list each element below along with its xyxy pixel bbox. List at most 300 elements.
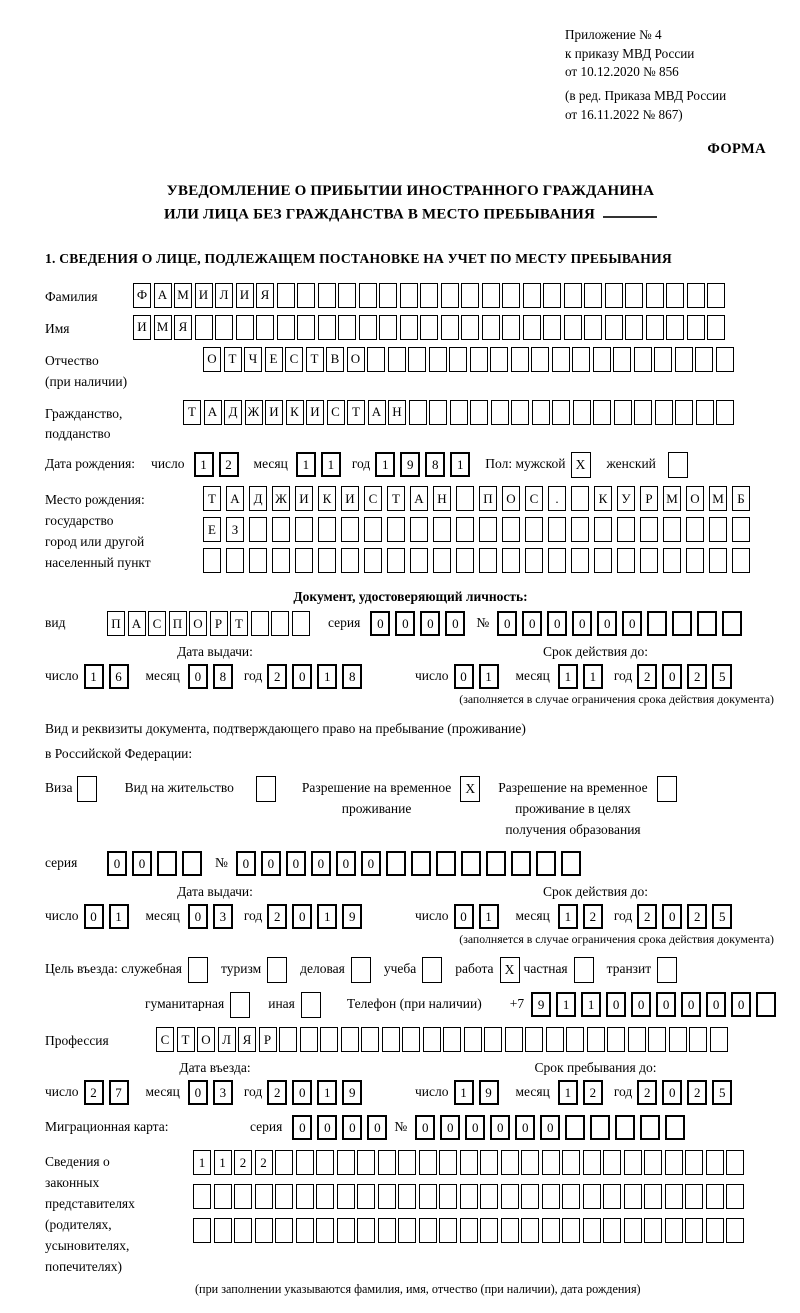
char-cell[interactable] bbox=[525, 517, 543, 542]
char-cell[interactable] bbox=[706, 1184, 724, 1209]
char-cell[interactable]: И bbox=[195, 283, 213, 308]
char-cell[interactable] bbox=[502, 517, 520, 542]
char-cell[interactable] bbox=[562, 1218, 580, 1243]
char-cell[interactable] bbox=[316, 1184, 334, 1209]
char-cell[interactable] bbox=[655, 400, 673, 425]
char-cell[interactable]: 0 bbox=[515, 1115, 535, 1140]
char-cell[interactable] bbox=[710, 1027, 728, 1052]
char-cell[interactable]: 0 bbox=[662, 664, 682, 689]
char-cell[interactable]: 2 bbox=[267, 1080, 287, 1105]
char-cell[interactable]: 0 bbox=[236, 851, 256, 876]
char-cell[interactable]: Я bbox=[174, 315, 192, 340]
char-cell[interactable]: К bbox=[594, 486, 612, 511]
char-cell[interactable]: 0 bbox=[107, 851, 127, 876]
char-cell[interactable]: П bbox=[107, 611, 125, 636]
char-cell[interactable]: 8 bbox=[425, 452, 445, 477]
char-cell[interactable]: Л bbox=[215, 283, 233, 308]
char-cell[interactable]: 0 bbox=[606, 992, 626, 1017]
char-cell[interactable] bbox=[571, 486, 589, 511]
char-cell[interactable]: С bbox=[364, 486, 382, 511]
char-cell[interactable]: 2 bbox=[637, 664, 657, 689]
char-cell[interactable] bbox=[470, 400, 488, 425]
char-cell[interactable] bbox=[532, 400, 550, 425]
char-cell[interactable]: 0 bbox=[188, 904, 208, 929]
char-cell[interactable]: 2 bbox=[583, 904, 603, 929]
char-cell[interactable]: Д bbox=[249, 486, 267, 511]
private-checkbox[interactable] bbox=[574, 957, 594, 983]
char-cell[interactable]: 1 bbox=[581, 992, 601, 1017]
char-cell[interactable]: 2 bbox=[84, 1080, 104, 1105]
char-cell[interactable] bbox=[646, 283, 664, 308]
char-cell[interactable]: 1 bbox=[375, 452, 395, 477]
char-cell[interactable] bbox=[562, 1184, 580, 1209]
char-cell[interactable]: 0 bbox=[547, 611, 567, 636]
char-cell[interactable] bbox=[707, 283, 725, 308]
char-cell[interactable]: 1 bbox=[558, 664, 578, 689]
char-cell[interactable] bbox=[511, 347, 529, 372]
char-cell[interactable] bbox=[275, 1218, 293, 1243]
char-cell[interactable] bbox=[480, 1218, 498, 1243]
char-cell[interactable]: 3 bbox=[213, 1080, 233, 1105]
char-cell[interactable] bbox=[521, 1218, 539, 1243]
char-cell[interactable] bbox=[523, 315, 541, 340]
char-cell[interactable] bbox=[341, 1027, 359, 1052]
char-cell[interactable] bbox=[665, 1218, 683, 1243]
char-cell[interactable] bbox=[593, 347, 611, 372]
char-cell[interactable] bbox=[572, 347, 590, 372]
char-cell[interactable] bbox=[634, 347, 652, 372]
char-cell[interactable] bbox=[571, 517, 589, 542]
char-cell[interactable] bbox=[193, 1218, 211, 1243]
char-cell[interactable] bbox=[379, 283, 397, 308]
char-cell[interactable]: Р bbox=[210, 611, 228, 636]
char-cell[interactable] bbox=[624, 1184, 642, 1209]
char-cell[interactable] bbox=[552, 347, 570, 372]
char-cell[interactable] bbox=[429, 400, 447, 425]
char-cell[interactable]: 1 bbox=[558, 904, 578, 929]
char-cell[interactable]: 0 bbox=[336, 851, 356, 876]
business-checkbox[interactable] bbox=[351, 957, 371, 983]
char-cell[interactable]: 5 bbox=[712, 664, 732, 689]
char-cell[interactable] bbox=[357, 1184, 375, 1209]
char-cell[interactable] bbox=[275, 1184, 293, 1209]
char-cell[interactable]: О bbox=[686, 486, 704, 511]
char-cell[interactable] bbox=[359, 283, 377, 308]
char-cell[interactable] bbox=[726, 1218, 744, 1243]
char-cell[interactable] bbox=[420, 283, 438, 308]
char-cell[interactable]: 0 bbox=[84, 904, 104, 929]
male-checkbox[interactable]: X bbox=[571, 452, 591, 478]
char-cell[interactable]: 0 bbox=[292, 904, 312, 929]
char-cell[interactable]: С bbox=[285, 347, 303, 372]
char-cell[interactable] bbox=[296, 1184, 314, 1209]
char-cell[interactable]: 1 bbox=[450, 452, 470, 477]
char-cell[interactable] bbox=[410, 517, 428, 542]
char-cell[interactable] bbox=[400, 315, 418, 340]
char-cell[interactable] bbox=[552, 400, 570, 425]
char-cell[interactable] bbox=[364, 548, 382, 573]
char-cell[interactable]: Ч bbox=[244, 347, 262, 372]
char-cell[interactable] bbox=[410, 548, 428, 573]
char-cell[interactable] bbox=[687, 315, 705, 340]
char-cell[interactable] bbox=[460, 1218, 478, 1243]
char-cell[interactable] bbox=[461, 851, 481, 876]
char-cell[interactable] bbox=[672, 611, 692, 636]
char-cell[interactable]: 2 bbox=[255, 1150, 273, 1175]
char-cell[interactable] bbox=[464, 1027, 482, 1052]
char-cell[interactable] bbox=[696, 400, 714, 425]
char-cell[interactable]: 1 bbox=[454, 1080, 474, 1105]
char-cell[interactable] bbox=[456, 548, 474, 573]
work-checkbox[interactable]: X bbox=[500, 957, 520, 983]
char-cell[interactable]: 7 bbox=[109, 1080, 129, 1105]
char-cell[interactable] bbox=[548, 548, 566, 573]
char-cell[interactable]: М bbox=[174, 283, 192, 308]
char-cell[interactable] bbox=[341, 517, 359, 542]
char-cell[interactable]: 8 bbox=[342, 664, 362, 689]
char-cell[interactable] bbox=[647, 611, 667, 636]
char-cell[interactable] bbox=[234, 1218, 252, 1243]
char-cell[interactable] bbox=[587, 1027, 605, 1052]
char-cell[interactable] bbox=[449, 347, 467, 372]
char-cell[interactable] bbox=[511, 851, 531, 876]
char-cell[interactable]: 1 bbox=[556, 992, 576, 1017]
other-purpose-checkbox[interactable] bbox=[301, 992, 321, 1018]
char-cell[interactable]: Т bbox=[230, 611, 248, 636]
char-cell[interactable] bbox=[378, 1184, 396, 1209]
char-cell[interactable] bbox=[277, 315, 295, 340]
char-cell[interactable] bbox=[479, 548, 497, 573]
char-cell[interactable] bbox=[320, 1027, 338, 1052]
char-cell[interactable] bbox=[584, 283, 602, 308]
char-cell[interactable]: 1 bbox=[479, 904, 499, 929]
char-cell[interactable] bbox=[318, 548, 336, 573]
char-cell[interactable] bbox=[665, 1115, 685, 1140]
char-cell[interactable] bbox=[614, 400, 632, 425]
char-cell[interactable]: С bbox=[327, 400, 345, 425]
char-cell[interactable]: И bbox=[341, 486, 359, 511]
char-cell[interactable] bbox=[686, 548, 704, 573]
char-cell[interactable] bbox=[318, 283, 336, 308]
char-cell[interactable]: 2 bbox=[687, 1080, 707, 1105]
char-cell[interactable]: 0 bbox=[454, 904, 474, 929]
char-cell[interactable]: Н bbox=[388, 400, 406, 425]
char-cell[interactable] bbox=[300, 1027, 318, 1052]
char-cell[interactable] bbox=[663, 517, 681, 542]
char-cell[interactable] bbox=[573, 400, 591, 425]
char-cell[interactable] bbox=[482, 283, 500, 308]
char-cell[interactable] bbox=[665, 1184, 683, 1209]
char-cell[interactable]: 6 bbox=[109, 664, 129, 689]
char-cell[interactable] bbox=[214, 1184, 232, 1209]
char-cell[interactable] bbox=[617, 517, 635, 542]
char-cell[interactable] bbox=[419, 1184, 437, 1209]
char-cell[interactable] bbox=[461, 315, 479, 340]
char-cell[interactable] bbox=[387, 548, 405, 573]
char-cell[interactable]: 5 bbox=[712, 904, 732, 929]
char-cell[interactable]: 1 bbox=[479, 664, 499, 689]
char-cell[interactable]: Ж bbox=[272, 486, 290, 511]
char-cell[interactable]: 9 bbox=[342, 904, 362, 929]
char-cell[interactable] bbox=[502, 283, 520, 308]
char-cell[interactable]: 1 bbox=[84, 664, 104, 689]
char-cell[interactable]: 0 bbox=[490, 1115, 510, 1140]
char-cell[interactable] bbox=[255, 1184, 273, 1209]
char-cell[interactable]: Т bbox=[183, 400, 201, 425]
char-cell[interactable] bbox=[456, 486, 474, 511]
humanitarian-checkbox[interactable] bbox=[230, 992, 250, 1018]
char-cell[interactable]: 0 bbox=[454, 664, 474, 689]
char-cell[interactable] bbox=[292, 611, 310, 636]
char-cell[interactable] bbox=[236, 315, 254, 340]
char-cell[interactable] bbox=[272, 517, 290, 542]
char-cell[interactable] bbox=[359, 315, 377, 340]
char-cell[interactable] bbox=[689, 1027, 707, 1052]
char-cell[interactable] bbox=[441, 315, 459, 340]
char-cell[interactable] bbox=[341, 548, 359, 573]
char-cell[interactable]: 1 bbox=[317, 664, 337, 689]
char-cell[interactable]: В bbox=[326, 347, 344, 372]
char-cell[interactable] bbox=[584, 315, 602, 340]
char-cell[interactable] bbox=[709, 517, 727, 542]
char-cell[interactable] bbox=[439, 1218, 457, 1243]
char-cell[interactable]: С bbox=[148, 611, 166, 636]
char-cell[interactable] bbox=[640, 517, 658, 542]
char-cell[interactable] bbox=[716, 347, 734, 372]
char-cell[interactable]: 9 bbox=[342, 1080, 362, 1105]
char-cell[interactable] bbox=[593, 400, 611, 425]
char-cell[interactable]: Я bbox=[256, 283, 274, 308]
char-cell[interactable] bbox=[443, 1027, 461, 1052]
char-cell[interactable]: А bbox=[410, 486, 428, 511]
char-cell[interactable] bbox=[564, 283, 582, 308]
char-cell[interactable] bbox=[542, 1218, 560, 1243]
char-cell[interactable]: 0 bbox=[440, 1115, 460, 1140]
char-cell[interactable] bbox=[625, 283, 643, 308]
char-cell[interactable] bbox=[501, 1218, 519, 1243]
char-cell[interactable] bbox=[546, 1027, 564, 1052]
char-cell[interactable] bbox=[615, 1115, 635, 1140]
char-cell[interactable] bbox=[709, 548, 727, 573]
char-cell[interactable]: 1 bbox=[193, 1150, 211, 1175]
char-cell[interactable] bbox=[613, 347, 631, 372]
char-cell[interactable]: 0 bbox=[292, 1080, 312, 1105]
char-cell[interactable] bbox=[316, 1218, 334, 1243]
char-cell[interactable] bbox=[521, 1184, 539, 1209]
char-cell[interactable] bbox=[409, 400, 427, 425]
char-cell[interactable] bbox=[726, 1184, 744, 1209]
char-cell[interactable]: 1 bbox=[317, 1080, 337, 1105]
char-cell[interactable] bbox=[543, 283, 561, 308]
char-cell[interactable] bbox=[605, 315, 623, 340]
char-cell[interactable] bbox=[625, 315, 643, 340]
char-cell[interactable]: С bbox=[525, 486, 543, 511]
char-cell[interactable]: М bbox=[709, 486, 727, 511]
char-cell[interactable] bbox=[663, 548, 681, 573]
char-cell[interactable] bbox=[531, 347, 549, 372]
char-cell[interactable] bbox=[644, 1218, 662, 1243]
char-cell[interactable] bbox=[251, 611, 269, 636]
char-cell[interactable] bbox=[628, 1027, 646, 1052]
char-cell[interactable] bbox=[271, 611, 289, 636]
char-cell[interactable]: 0 bbox=[656, 992, 676, 1017]
char-cell[interactable] bbox=[420, 315, 438, 340]
char-cell[interactable]: Д bbox=[224, 400, 242, 425]
char-cell[interactable]: И bbox=[295, 486, 313, 511]
char-cell[interactable]: Ф bbox=[133, 283, 151, 308]
char-cell[interactable] bbox=[722, 611, 742, 636]
char-cell[interactable]: Е bbox=[203, 517, 221, 542]
char-cell[interactable]: Т bbox=[203, 486, 221, 511]
char-cell[interactable]: А bbox=[154, 283, 172, 308]
char-cell[interactable] bbox=[411, 851, 431, 876]
char-cell[interactable] bbox=[295, 548, 313, 573]
char-cell[interactable]: 0 bbox=[540, 1115, 560, 1140]
char-cell[interactable] bbox=[249, 548, 267, 573]
char-cell[interactable]: 0 bbox=[662, 1080, 682, 1105]
char-cell[interactable] bbox=[318, 315, 336, 340]
char-cell[interactable] bbox=[501, 1184, 519, 1209]
char-cell[interactable] bbox=[439, 1184, 457, 1209]
char-cell[interactable]: 1 bbox=[583, 664, 603, 689]
char-cell[interactable] bbox=[486, 851, 506, 876]
char-cell[interactable] bbox=[234, 1184, 252, 1209]
char-cell[interactable]: Б bbox=[732, 486, 750, 511]
transit-checkbox[interactable] bbox=[657, 957, 677, 983]
temp-permit-checkbox[interactable]: X bbox=[460, 776, 480, 802]
char-cell[interactable] bbox=[408, 347, 426, 372]
char-cell[interactable]: 9 bbox=[531, 992, 551, 1017]
char-cell[interactable]: 0 bbox=[132, 851, 152, 876]
char-cell[interactable]: А bbox=[368, 400, 386, 425]
char-cell[interactable] bbox=[542, 1184, 560, 1209]
char-cell[interactable] bbox=[297, 283, 315, 308]
char-cell[interactable]: Я bbox=[238, 1027, 256, 1052]
char-cell[interactable]: О bbox=[502, 486, 520, 511]
char-cell[interactable]: П bbox=[169, 611, 187, 636]
char-cell[interactable] bbox=[634, 400, 652, 425]
char-cell[interactable]: Ж bbox=[245, 400, 263, 425]
char-cell[interactable] bbox=[249, 517, 267, 542]
char-cell[interactable] bbox=[525, 1027, 543, 1052]
char-cell[interactable]: 0 bbox=[261, 851, 281, 876]
char-cell[interactable] bbox=[654, 347, 672, 372]
char-cell[interactable] bbox=[279, 1027, 297, 1052]
char-cell[interactable]: Н bbox=[433, 486, 451, 511]
char-cell[interactable] bbox=[470, 347, 488, 372]
char-cell[interactable]: 0 bbox=[681, 992, 701, 1017]
char-cell[interactable] bbox=[548, 517, 566, 542]
char-cell[interactable]: Р bbox=[259, 1027, 277, 1052]
char-cell[interactable] bbox=[193, 1184, 211, 1209]
char-cell[interactable]: 2 bbox=[583, 1080, 603, 1105]
char-cell[interactable] bbox=[461, 283, 479, 308]
char-cell[interactable] bbox=[648, 1027, 666, 1052]
char-cell[interactable]: 2 bbox=[637, 904, 657, 929]
char-cell[interactable] bbox=[511, 400, 529, 425]
char-cell[interactable] bbox=[295, 517, 313, 542]
char-cell[interactable]: Т bbox=[387, 486, 405, 511]
char-cell[interactable] bbox=[272, 548, 290, 573]
official-checkbox[interactable] bbox=[188, 957, 208, 983]
char-cell[interactable]: 0 bbox=[342, 1115, 362, 1140]
char-cell[interactable] bbox=[364, 517, 382, 542]
char-cell[interactable]: 0 bbox=[286, 851, 306, 876]
char-cell[interactable] bbox=[256, 315, 274, 340]
char-cell[interactable] bbox=[502, 315, 520, 340]
char-cell[interactable] bbox=[590, 1115, 610, 1140]
char-cell[interactable]: 0 bbox=[415, 1115, 435, 1140]
char-cell[interactable] bbox=[318, 517, 336, 542]
female-checkbox[interactable] bbox=[668, 452, 688, 478]
char-cell[interactable]: 9 bbox=[400, 452, 420, 477]
char-cell[interactable]: 1 bbox=[558, 1080, 578, 1105]
char-cell[interactable] bbox=[523, 283, 541, 308]
char-cell[interactable]: 0 bbox=[465, 1115, 485, 1140]
char-cell[interactable]: 2 bbox=[267, 904, 287, 929]
char-cell[interactable]: И bbox=[265, 400, 283, 425]
char-cell[interactable]: 2 bbox=[234, 1150, 252, 1175]
char-cell[interactable]: И bbox=[236, 283, 254, 308]
char-cell[interactable] bbox=[433, 517, 451, 542]
char-cell[interactable]: . bbox=[548, 486, 566, 511]
char-cell[interactable] bbox=[337, 1218, 355, 1243]
char-cell[interactable] bbox=[536, 851, 556, 876]
char-cell[interactable] bbox=[594, 517, 612, 542]
char-cell[interactable]: О bbox=[189, 611, 207, 636]
char-cell[interactable]: М bbox=[154, 315, 172, 340]
char-cell[interactable] bbox=[277, 283, 295, 308]
char-cell[interactable] bbox=[571, 548, 589, 573]
char-cell[interactable]: 0 bbox=[631, 992, 651, 1017]
char-cell[interactable] bbox=[675, 347, 693, 372]
char-cell[interactable]: 0 bbox=[597, 611, 617, 636]
char-cell[interactable]: 0 bbox=[662, 904, 682, 929]
char-cell[interactable] bbox=[195, 315, 213, 340]
char-cell[interactable] bbox=[644, 1184, 662, 1209]
char-cell[interactable]: 0 bbox=[292, 664, 312, 689]
char-cell[interactable] bbox=[429, 347, 447, 372]
char-cell[interactable] bbox=[361, 1027, 379, 1052]
char-cell[interactable]: 2 bbox=[687, 904, 707, 929]
char-cell[interactable]: 2 bbox=[637, 1080, 657, 1105]
char-cell[interactable]: А bbox=[128, 611, 146, 636]
char-cell[interactable] bbox=[716, 400, 734, 425]
char-cell[interactable]: Л bbox=[218, 1027, 236, 1052]
char-cell[interactable] bbox=[685, 1184, 703, 1209]
char-cell[interactable]: 2 bbox=[267, 664, 287, 689]
char-cell[interactable] bbox=[400, 283, 418, 308]
study-checkbox[interactable] bbox=[422, 957, 442, 983]
char-cell[interactable] bbox=[480, 1184, 498, 1209]
char-cell[interactable]: 1 bbox=[296, 452, 316, 477]
char-cell[interactable] bbox=[450, 400, 468, 425]
char-cell[interactable] bbox=[338, 283, 356, 308]
char-cell[interactable]: 5 bbox=[712, 1080, 732, 1105]
char-cell[interactable]: Т bbox=[224, 347, 242, 372]
char-cell[interactable] bbox=[605, 283, 623, 308]
char-cell[interactable] bbox=[646, 315, 664, 340]
char-cell[interactable]: 0 bbox=[361, 851, 381, 876]
char-cell[interactable] bbox=[436, 851, 456, 876]
char-cell[interactable] bbox=[707, 315, 725, 340]
char-cell[interactable]: 0 bbox=[311, 851, 331, 876]
char-cell[interactable]: О bbox=[197, 1027, 215, 1052]
char-cell[interactable] bbox=[695, 347, 713, 372]
char-cell[interactable]: 1 bbox=[317, 904, 337, 929]
char-cell[interactable] bbox=[387, 517, 405, 542]
char-cell[interactable]: 0 bbox=[731, 992, 751, 1017]
